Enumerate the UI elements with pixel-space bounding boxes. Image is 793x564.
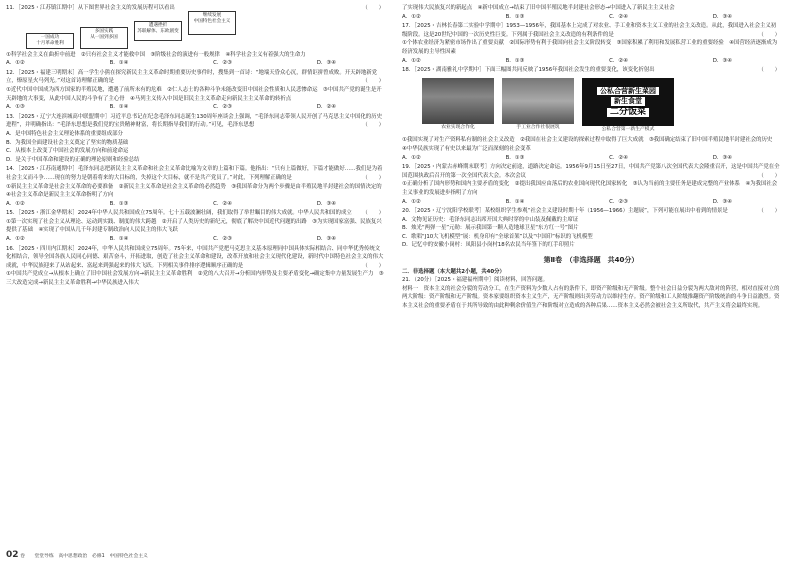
option-c: C．从根本上改变了中国社会的发展方向和前途命运: [6, 148, 129, 155]
option-d: D．记忆中的安徽小岗村：凤阳县小岗村18名农民当年签下的红手印照片: [402, 242, 575, 249]
option-d: D．③④: [316, 236, 336, 243]
answer-paren: （ ）: [758, 208, 780, 215]
answer-paren: （ ）: [362, 262, 384, 269]
question-15: [6, 209, 384, 243]
question-20: [402, 207, 780, 250]
question-16: [6, 245, 384, 288]
option-b: B．①④: [109, 60, 129, 67]
photo-handicraft: [502, 78, 574, 124]
poster-image: [582, 78, 674, 126]
answer-options: [6, 235, 336, 244]
question-16-continued: [402, 4, 780, 21]
option-c: C．②④: [609, 13, 628, 20]
answer-paren: （ ）: [362, 78, 384, 85]
page-footer: [6, 550, 148, 560]
option-b: B．烛光“两弹一星”元勋：展示我国第一颗人造地球卫星“东方红一号”图片: [402, 225, 579, 232]
option-b: B．①④: [109, 104, 129, 111]
option-d: D．③④: [712, 154, 732, 161]
option-d: D．③④: [712, 57, 732, 64]
option-a: A．①②: [6, 200, 25, 207]
history-flow-diagram: [26, 12, 384, 49]
question-19: [402, 163, 780, 206]
question-stem: 18．［2025・湖南雅礼中学期中］下面三幅图共同反映了1956年我国社会发生的重要变化，该变化折射出: [402, 67, 655, 74]
answer-options: [6, 103, 336, 112]
answer-paren: （ ）: [362, 122, 384, 129]
answer-paren: （ ）: [362, 174, 384, 181]
question-21: [402, 276, 780, 310]
question-stem: 15．［2025・浙江金华期末］2024年中华人民共和国成立75周年。七十五载波澜壮阔，我们取得了举世瞩目的伟大成就。中华人民共和国的成立: [6, 210, 352, 217]
answer-options: [402, 57, 732, 66]
figure-2: [502, 78, 574, 135]
right-column: [402, 4, 780, 312]
answer-paren: （ ）: [758, 31, 780, 38]
flow-step-4: 继续发展 中国特色社会主义: [188, 11, 236, 35]
option-c: C．歌唱“J10大飞机模型”展：机身印有“全球首架”以及“中国印”标识的飞机模型: [402, 233, 593, 240]
question-items: ①中国共产党成立→从根本上确立了旧中国社会发展方向→新民主主义革命胜利 ②党的八大召开→分析国内形势及主要矛盾变化→确定集中力量发展生产力 ③三大改造完成→新民主主义革命胜利→中华民族进入伟大: [6, 271, 384, 287]
answer-options: [402, 13, 732, 22]
question-stem: 13．［2025・辽宁大连滨城高中联盟期中］习近平总书记在纪念毛泽东同志诞生130周年座谈会上强调，“毛泽东同志带领人民开创了马克思主义中国化的历史进程”，并明确指出：“毛泽东思想是我们党的宝贵精神财富，将长期指导我们的行动。”可见，毛泽东思想: [6, 113, 382, 129]
question-items: ①科学社会主义在曲折中前进 ②只有社会主义才能救中国 ③阶级社会的演进有一般规律 ④科学社会主义有着强大的生命力: [6, 51, 306, 58]
answer-options: [402, 154, 732, 163]
answer-paren: （ ）: [758, 67, 780, 74]
answer-options: [6, 200, 336, 209]
poster-subtitle: 新生食堂: [611, 97, 645, 106]
option-a: A．文物见证历史：毛泽东同志出席开国大典时穿的中山装及佩戴的主席证: [402, 216, 579, 223]
option-a: A．①②: [402, 198, 421, 205]
question-18: [402, 66, 780, 162]
answer-paren: （ ）: [758, 172, 780, 179]
section-2-heading: 第Ⅱ卷 （非选择题 共40分）: [543, 256, 639, 265]
figure-3: [582, 78, 674, 135]
flow-step-2: 多国实践 从一国到多国: [80, 27, 128, 49]
question-items: ①近代中国中国成为西方国家的半殖民地，遭遇了前所未有的危难 ②仁人志士的各种斗争未能改变旧中国社会性质和人民悲惨命运 ③中国共产党的诞生是开天辟地的大事变，从此中国人民的斗争有了主心骨 ④马列主义传入中国是旧民主主义革命走向新民主主义革命的转折点: [6, 86, 382, 102]
material-text: 材料一 资本主义的社会分裂的劳动分工，在生产资料为少数人占有的条件下，即资产阶级和无产阶级。整个社会日益分裂为两大敌对的阵营，相对直接对立的两大阶级：资产阶级和无产阶级。资本家要组织资本主义生产，无产阶级则出卖劳动力以维持生存。资产阶级和工人阶级推翻资产阶级统治的斗争日益激烈。资本主义社会的重要矛盾在于其所导致的由此种剩余价值生产和阶级对立造成的各种后果……资本主义必然会被社会主义所取代，共产主义将会最终实现。: [402, 285, 780, 310]
option-d: D．③④: [712, 13, 732, 20]
option-b: B．①③: [505, 154, 525, 161]
question-stem: 11．［2025・江苏镇江期中］从下图世界社会主义的发展历程可以看出: [6, 5, 175, 11]
option-a: A．①②: [402, 13, 421, 20]
question-17: [402, 22, 780, 65]
poster-title: 公私合营新生菜园: [597, 87, 659, 96]
option-b: B．①③: [505, 57, 525, 64]
footer-label: 卷 堂堂导练 高中思想政治 必修1 中国特色社会主义: [20, 554, 148, 559]
option-b: B．①③: [505, 13, 525, 20]
question-items: ①个体农业经济为紧密市场作出了重要贡献 ②国际形势有利于我国向社会主义阶段转变 ③国家积累了利用和发展私营工业的重要经验 ④国营经济逐渐成为经济发展的主导性因素: [402, 40, 778, 55]
option-d: D．③④: [316, 200, 336, 207]
option-b: B．为我国全面建设社会主义奠定了坚实的物质基础: [6, 139, 129, 146]
question-stem: 14．［2025・江苏南通期中］毛泽东同志把新民主主义革命和社会主义革命比喻为文章的上篇和下篇。他指出：“只有上篇做好，下篇才能做好……我们是为着社会主义而斗争……现在的努力是朝着将来的大目标的，失掉这个大目标，就不是共产党员了。”对此，下列理解正确的是: [6, 166, 383, 181]
figure-caption: 农业实现合作化: [441, 124, 475, 130]
option-a: A．是中国特色社会主义理论体系的重要组成部分: [6, 130, 123, 137]
option-c: C．②④: [609, 57, 628, 64]
question-stem: 19．［2025・内蒙古赤峰期末联考］方向决定前途，道路决定命运。1956年9月15日至27日，中国共产党第八次全国代表大会隆重召开，这是中国共产党在全国范围执政后召开的第一次全国代表大会。本次会议: [402, 164, 780, 179]
photo-agriculture: [422, 78, 494, 124]
option-a: A．①②: [6, 60, 25, 67]
option-c: C．②③: [213, 104, 232, 111]
answer-paren: （ ）: [362, 5, 384, 11]
option-a: A．①②: [402, 154, 421, 161]
question-stem: 12．［2025・福建三明期末］高一学生小熊在探究新民主主义革命时期重要历史事件时，搜集到一首诗：“地端天昏众心沉，群情讵拼曾成败。开天辟地新党立，燎原星火马列光。”对这首诗理解正确的是: [6, 69, 378, 85]
answer-paren: （ ）: [362, 210, 384, 217]
option-a: A．①③: [6, 104, 25, 111]
question-items: 了实现伟大民族复兴的新起点 ④新中国成立→结束了旧中国半殖民地半封建社会形态→中国进入了新民主主义社会: [402, 5, 675, 11]
question-stem: 21．（20分）［2025・福建福州期中］阅读材料，回答问题。: [402, 277, 549, 284]
option-a: A．①②: [402, 57, 421, 64]
question-items: ①正确分析了国内形势和国内主要矛盾的变化 ②提出我国应由落后的农业国向现代化国家转化 ③认为当前的主要任务是建成完整的产业体系 ④为我国社会主义事业的发展进步指明了方向: [402, 181, 778, 196]
figure-row: [422, 78, 780, 135]
answer-options: [402, 198, 732, 207]
question-13: [6, 113, 384, 165]
option-c: C．②③: [609, 198, 628, 205]
option-c: C．②③: [213, 60, 232, 67]
question-items: ①新民主主义革命是社会主义革命的必要准备 ②新民主主义革命是社会主义革命的必然趋势 ③我国革命分为两个步骤是由半殖民地半封建社会的国情决定的 ④社会主义革命是新民主主义革命指明了方向: [6, 183, 388, 199]
answer-options: [6, 59, 336, 68]
flow-step-1: 一国成功 十月革命胜利: [26, 33, 74, 49]
figure-1: [422, 78, 494, 135]
page-number: 02: [6, 550, 19, 560]
poster-price: 二分饭菜: [607, 108, 649, 117]
question-stem: 20．［2025・辽宁沈阳学校联考］某校组织学生参观“社会主义建设时期十年（1956—1966）主题展”，下列可能在展出中看到的情景是: [402, 208, 728, 215]
question-stem: 17．［2025・吉林长春第二实验中学期中］1953—1956年，我国基本上完成了对农业、手工业和资本主义工业的社会主义改造。从此，我国进入社会主义初级阶段。这是20世纪中国的一次历史性巨变。下列属于我国社会主义改造的有利条件的是: [402, 23, 777, 38]
option-d: D．③④: [316, 60, 336, 67]
question-items: ①第一次实现了社会主义从理论、运动到实践、制度的伟大跨越 ②开启了人类历史的新纪元，彻底了解决中国近代问题的出路 ③为实现国家富强、民族复兴提供了基础 ④实现了中国从几千年封建专制政治向人民民主的伟大飞跃: [6, 218, 382, 234]
section-2-subheading: 二．非选择题（本大题共2小题，共40分）: [402, 268, 505, 275]
option-d: D．②④: [316, 104, 336, 111]
question-stem: 16．［2025・四川内江期末］2024年，中华人民共和国成立75周年。75年来，中国共产党把马克思主义基本原理同中国具体实际相结合、同中华优秀传统文化相结合，领导全国各族人民同心同德、艰苦奋斗，开拓进取，创造了社会主义革命和建设，改革开放和社会主义现代化建设，新时代中国特色社会主义的伟大成就，中华民族迎来了从站起来、富起来到强起来的伟大飞跃。下列相关事件排序逻辑顺序正确的是: [6, 245, 384, 269]
option-c: C．②④: [213, 200, 232, 207]
option-c: C．②④: [609, 154, 628, 161]
option-b: B．①③: [109, 200, 129, 207]
question-12: [6, 69, 384, 112]
option-d: D．是关于中国革命和建设的正确的理论原则和经验总结: [6, 156, 140, 163]
option-c: C．②③: [213, 236, 232, 243]
option-d: D．③④: [712, 198, 732, 205]
figure-caption: 手工业合作社很展筑: [516, 124, 560, 130]
question-items: ①我国实现了对生产资料私有制的社会主义改造 ②我国在社会主义建设的探索过程中取得了巨大成就 ③我国确定结束了旧中国半殖民地半封建社会的历史 ④中华民族实现了有史以来最为广泛而深刻的社会变革: [402, 137, 778, 152]
option-b: B．①④: [109, 236, 129, 243]
question-14: [6, 165, 388, 208]
option-b: B．①④: [505, 198, 525, 205]
question-11-flow: [6, 4, 384, 68]
option-a: A．①②: [6, 236, 25, 243]
flow-step-3: 遭遇挫折 苏联解体、东欧剧变: [134, 21, 182, 41]
left-column: [6, 4, 388, 289]
figure-caption: 公私合营第一新生产模式: [601, 126, 655, 132]
